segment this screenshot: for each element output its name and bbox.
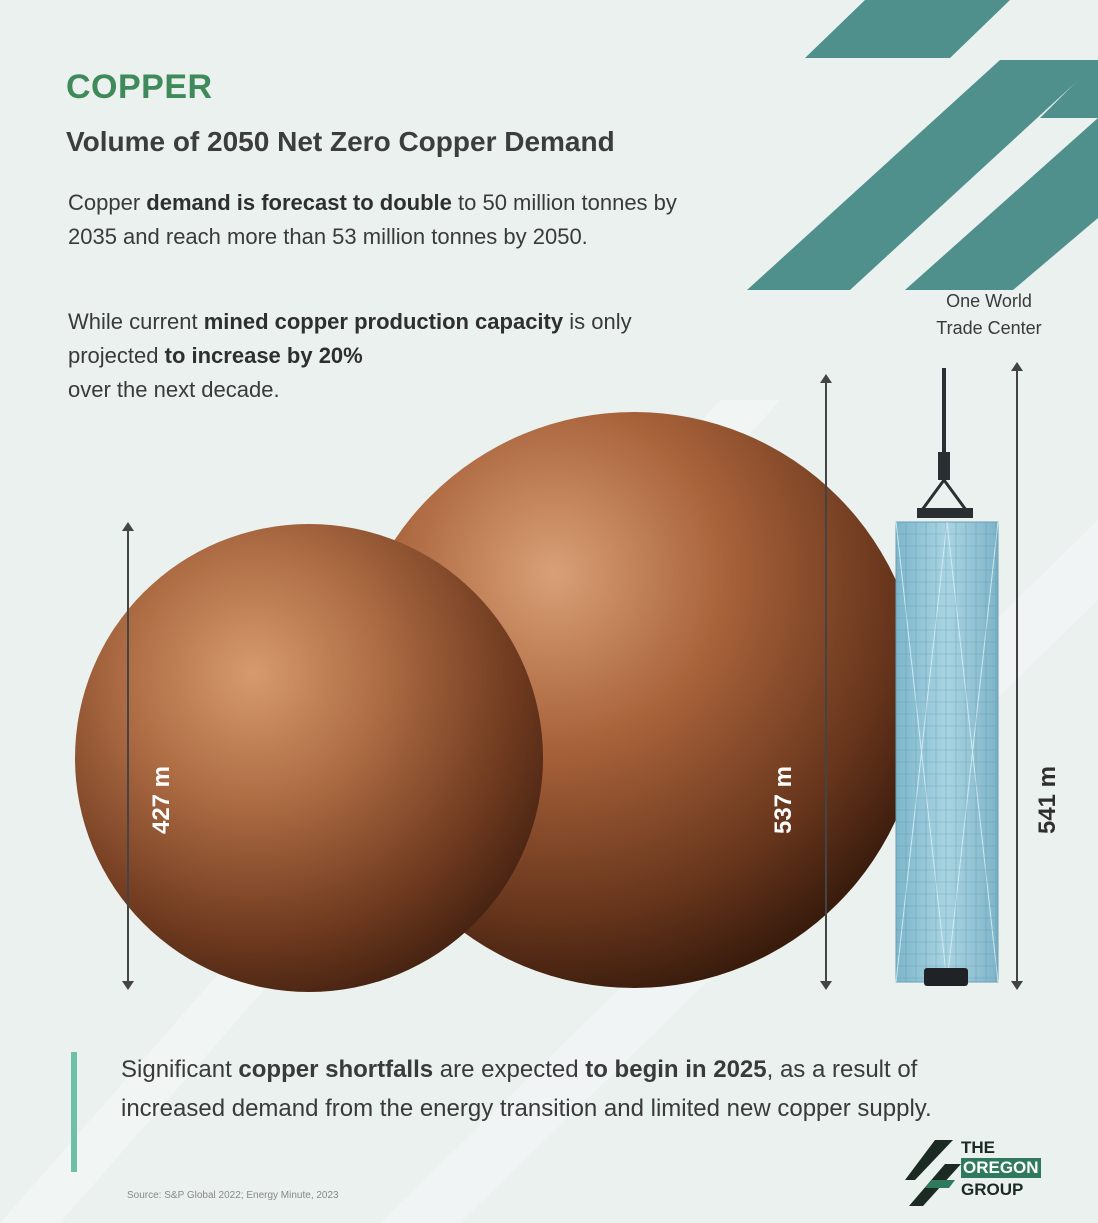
wtc-label	[914, 288, 1064, 342]
callout-text-2: are expected	[433, 1056, 586, 1083]
demand-text-bold: demand is forecast to double	[146, 190, 452, 215]
callout-accent-bar	[71, 1052, 77, 1172]
large-sphere-label: 537 m	[770, 765, 798, 835]
small-sphere-height-arrow	[122, 524, 134, 988]
large-sphere-height-arrow	[820, 376, 832, 988]
teal-stripe-1	[805, 0, 1010, 58]
production-paragraph	[68, 305, 728, 407]
wtc-label-line-1: One World	[946, 291, 1032, 311]
page-title: Volume of 2050 Net Zero Copper Demand	[66, 126, 615, 157]
source-note: Source: S&P Global 2022; Energy Minute, 2023	[127, 1190, 339, 1201]
logo-text-the: THE	[961, 1138, 995, 1157]
callout-text-3: , as a result of increased demand from the energy transition and limited new copper supply.	[121, 1056, 932, 1122]
logo-text-oregon: OREGON	[963, 1158, 1039, 1177]
callout-text-bold-1: copper shortfalls	[238, 1056, 434, 1083]
callout-text-bold-2: to begin in 2025	[585, 1056, 767, 1083]
production-text-3: over the next decade.	[68, 377, 280, 402]
tower-label: 541 m	[1034, 765, 1062, 835]
small-copper-sphere	[75, 524, 543, 992]
logo-mark-icon	[905, 1136, 965, 1210]
logo-text-group: GROUP	[961, 1180, 1024, 1199]
tower-height-arrow	[1011, 364, 1023, 988]
callout-text-1: Significant	[121, 1056, 239, 1083]
production-text-2: is only projected	[68, 309, 632, 368]
demand-paragraph	[68, 186, 728, 254]
section-kicker: COPPER	[66, 68, 213, 106]
production-text-bold-1: mined copper production capacity	[203, 309, 564, 334]
small-sphere-label: 427 m	[148, 765, 176, 835]
one-world-trade-center-illustration	[896, 368, 998, 986]
demand-text-1: Copper	[68, 190, 147, 215]
wtc-label-line-2: Trade Center	[936, 318, 1042, 338]
production-text-bold-2: to increase by 20%	[164, 343, 363, 368]
demand-text-2: to 50 million tonnes by 2035 and reach more than 53 million tonnes by 2050.	[68, 190, 677, 249]
production-text-1: While current	[68, 309, 204, 334]
oregon-group-logo	[905, 1136, 1075, 1210]
shortfall-callout	[121, 1050, 981, 1128]
